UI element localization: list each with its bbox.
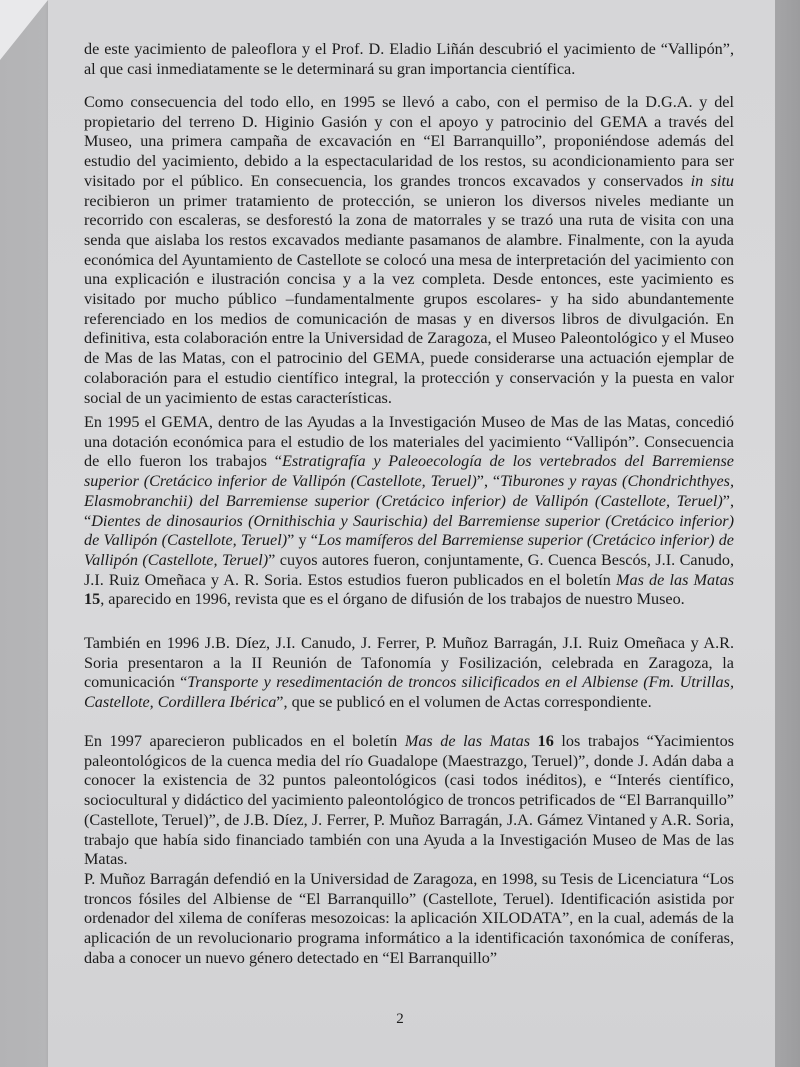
paragraph-3-title-2: Tiburones y rayas (Chondrichthyes, Elasmobranchii) del Barremiense superior (Cretácico inferior) de Vallipón (Castellote, Teruel) (84, 472, 735, 510)
page-corner (0, 0, 48, 60)
paragraph-3-title-4: Los mamíferos del Barremiense superior (Cretácico inferior) de Vallipón (Castellote, Teruel) (84, 531, 734, 569)
paragraph-3-journal: Mas de las Matas (616, 570, 735, 589)
paragraph-3-title-1: Estratigrafía y Paleoecología de los vertebrados del Barremiense superior (Cretácico inferior de Vallipón (Castellote, Teruel) (84, 452, 734, 491)
paragraph-6-text: P. Muñoz Barragán defendió en la Universidad de Zaragoza, en 1998, su Tesis de Licenciatura “Los troncos fósiles del Albiense de “El Barranquillo” (Castellote, Teruel). Identificación asistida por ordenador del xilema de coníferas mesozoicas: la aplicación XILODATA”, en la cual, además de la aplicación de un revolucionario programa informático a la identificación taxonómica de coníferas, daba a conocer un nuevo género detectado en “El Barranquillo” (84, 870, 734, 967)
paragraph-5-issue: 16 (537, 732, 554, 750)
paragraph-2 (84, 93, 734, 408)
paragraph-1 (84, 40, 734, 79)
paragraph-3-sep-2: ”, “ (84, 491, 734, 530)
paragraph-3-text-i: ” cuyos autores fueron, conjuntamente, G. Cuenca Bescós, J.I. Canudo, J.I. Ruiz Omeñaca y A. R. Soria. Estos estudios fueron publicados en el boletín (84, 550, 734, 589)
paragraph-4-title: Transporte y resedimentación de troncos silicificados en el Albiense (Fm. Utrillas, Castellote, Cordillera Ibérica (84, 673, 734, 712)
paragraph-3-text-l: , aparecido en 1996, revista que es el órgano de difusión de los trabajos de nuestro Museo. (100, 590, 685, 609)
paragraph-5 (84, 732, 734, 870)
paragraph-2-text-c: recibieron un primer tratamiento de protección, se unieron los diversos niveles mediante un recorrido con escaleras, se desforestó la zona de matorrales y se trazó una ruta de visita con una senda que aislaba los restos excavados mediante pasamanos de alambre. Finalmente, con la ayuda económica del Ayuntamiento de Castellote se colocó una mesa de interpretación del yacimiento con una explicación e ilustración concisa y a la vez completa. Desde entonces, este yacimiento es visitado por mucho público –fundamentalmente grupos escolares- y ha sido abundantemente referenciado en los medios de comunicación de masas y en diversos libros de divulgación. En definitiva, esta colaboración entre la Universidad de Zaragoza, el Museo Paleontológico y el Museo de Mas de las Matas, con el patrocinio del GEMA, puede considerarse una actuación ejemplar de colaboración para el estudio científico integral, la protección y conservación y la puesta en valor social de un yacimiento de estas características. (84, 191, 734, 407)
paragraph-3-title-3: Dientes de dinosaurios (Ornithischia y Saurischia) del Barremiense superior (Cretácico inferior) de Vallipón (Castellote, Teruel) (84, 511, 734, 550)
paragraph-3 (84, 413, 734, 610)
paragraph-4-text-a: También en 1996 J.B. Díez, J.I. Canudo, J. Ferrer, P. Muñoz Barragán, J.I. Ruiz Omeñaca y A.R. Soria presentaron a la II Reunión de Tafonomía y Fosilización, celebrada en Zaragoza, la comunicación “ (84, 634, 734, 692)
paragraph-5-journal: Mas de las Matas (404, 732, 531, 750)
paragraph-4-text-c: ”, que se publicó en el volumen de Actas correspondiente. (276, 693, 652, 712)
paragraph-4 (84, 634, 734, 713)
paragraph-5-text-d: los trabajos “Yacimientos paleontológicos de la cuenca media del río Guadalope (Maestrazgo, Teruel)”, donde J. Adán daba a conocer la existencia de 32 puntos paleontológicos (casi todos inéditos), e “Interés científico, sociocultural y didáctico del yacimiento paleontológico de troncos petrificados de “El Barranquillo” (Castellote, Teruel)”, de J.B. Díez, J. Ferrer, P. Muñoz Barragán, J.A. Gámez Vintaned y A.R. Soria, trabajo que había sido financiado también con una Ayuda a la Investigación Museo de Mas de las Matas. (84, 732, 734, 869)
book-spine-shadow (775, 0, 800, 1067)
paragraph-5-text-a: En 1997 aparecieron publicados en el boletín (84, 732, 405, 750)
paragraph-3-sep-1: ”, “ (476, 472, 501, 491)
paragraph-6 (84, 870, 734, 969)
paragraph-1-text: de este yacimiento de paleoflora y el Prof. D. Eladio Liñán descubrió el yacimiento de “Vallipón”, al que casi inmediatamente se le determinará su gran importancia científica. (84, 40, 734, 78)
paragraph-2-text-a: Como consecuencia del todo ello, en 1995 se llevó a cabo, con el permiso de la D.G.A. y del propietario del terreno D. Higinio Gasión y con el apoyo y patrocinio del GEMA a través del Museo, una primera campaña de excavación en “El Barranquillo”, proponiéndose además del estudio del yacimiento, debido a la espectacularidad de los restos, su acondicionamiento para ser visitado por el público. En consecuencia, los grandes troncos excavados y conservados (84, 93, 734, 190)
page-number: 2 (396, 1011, 404, 1027)
paragraph-3-sep-3: ” y “ (287, 531, 318, 550)
paragraph-3-issue: 15 (84, 590, 101, 609)
paragraph-2-italic-in-situ: in situ (690, 171, 734, 190)
paragraph-3-text-a: En 1995 el GEMA, dentro de las Ayudas a la Investigación Museo de Mas de las Matas, concedió una dotación económica para el estudio de los materiales del yacimiento “Vallipón”. Consecuencia de ello fueron los trabajos “ (84, 413, 734, 471)
